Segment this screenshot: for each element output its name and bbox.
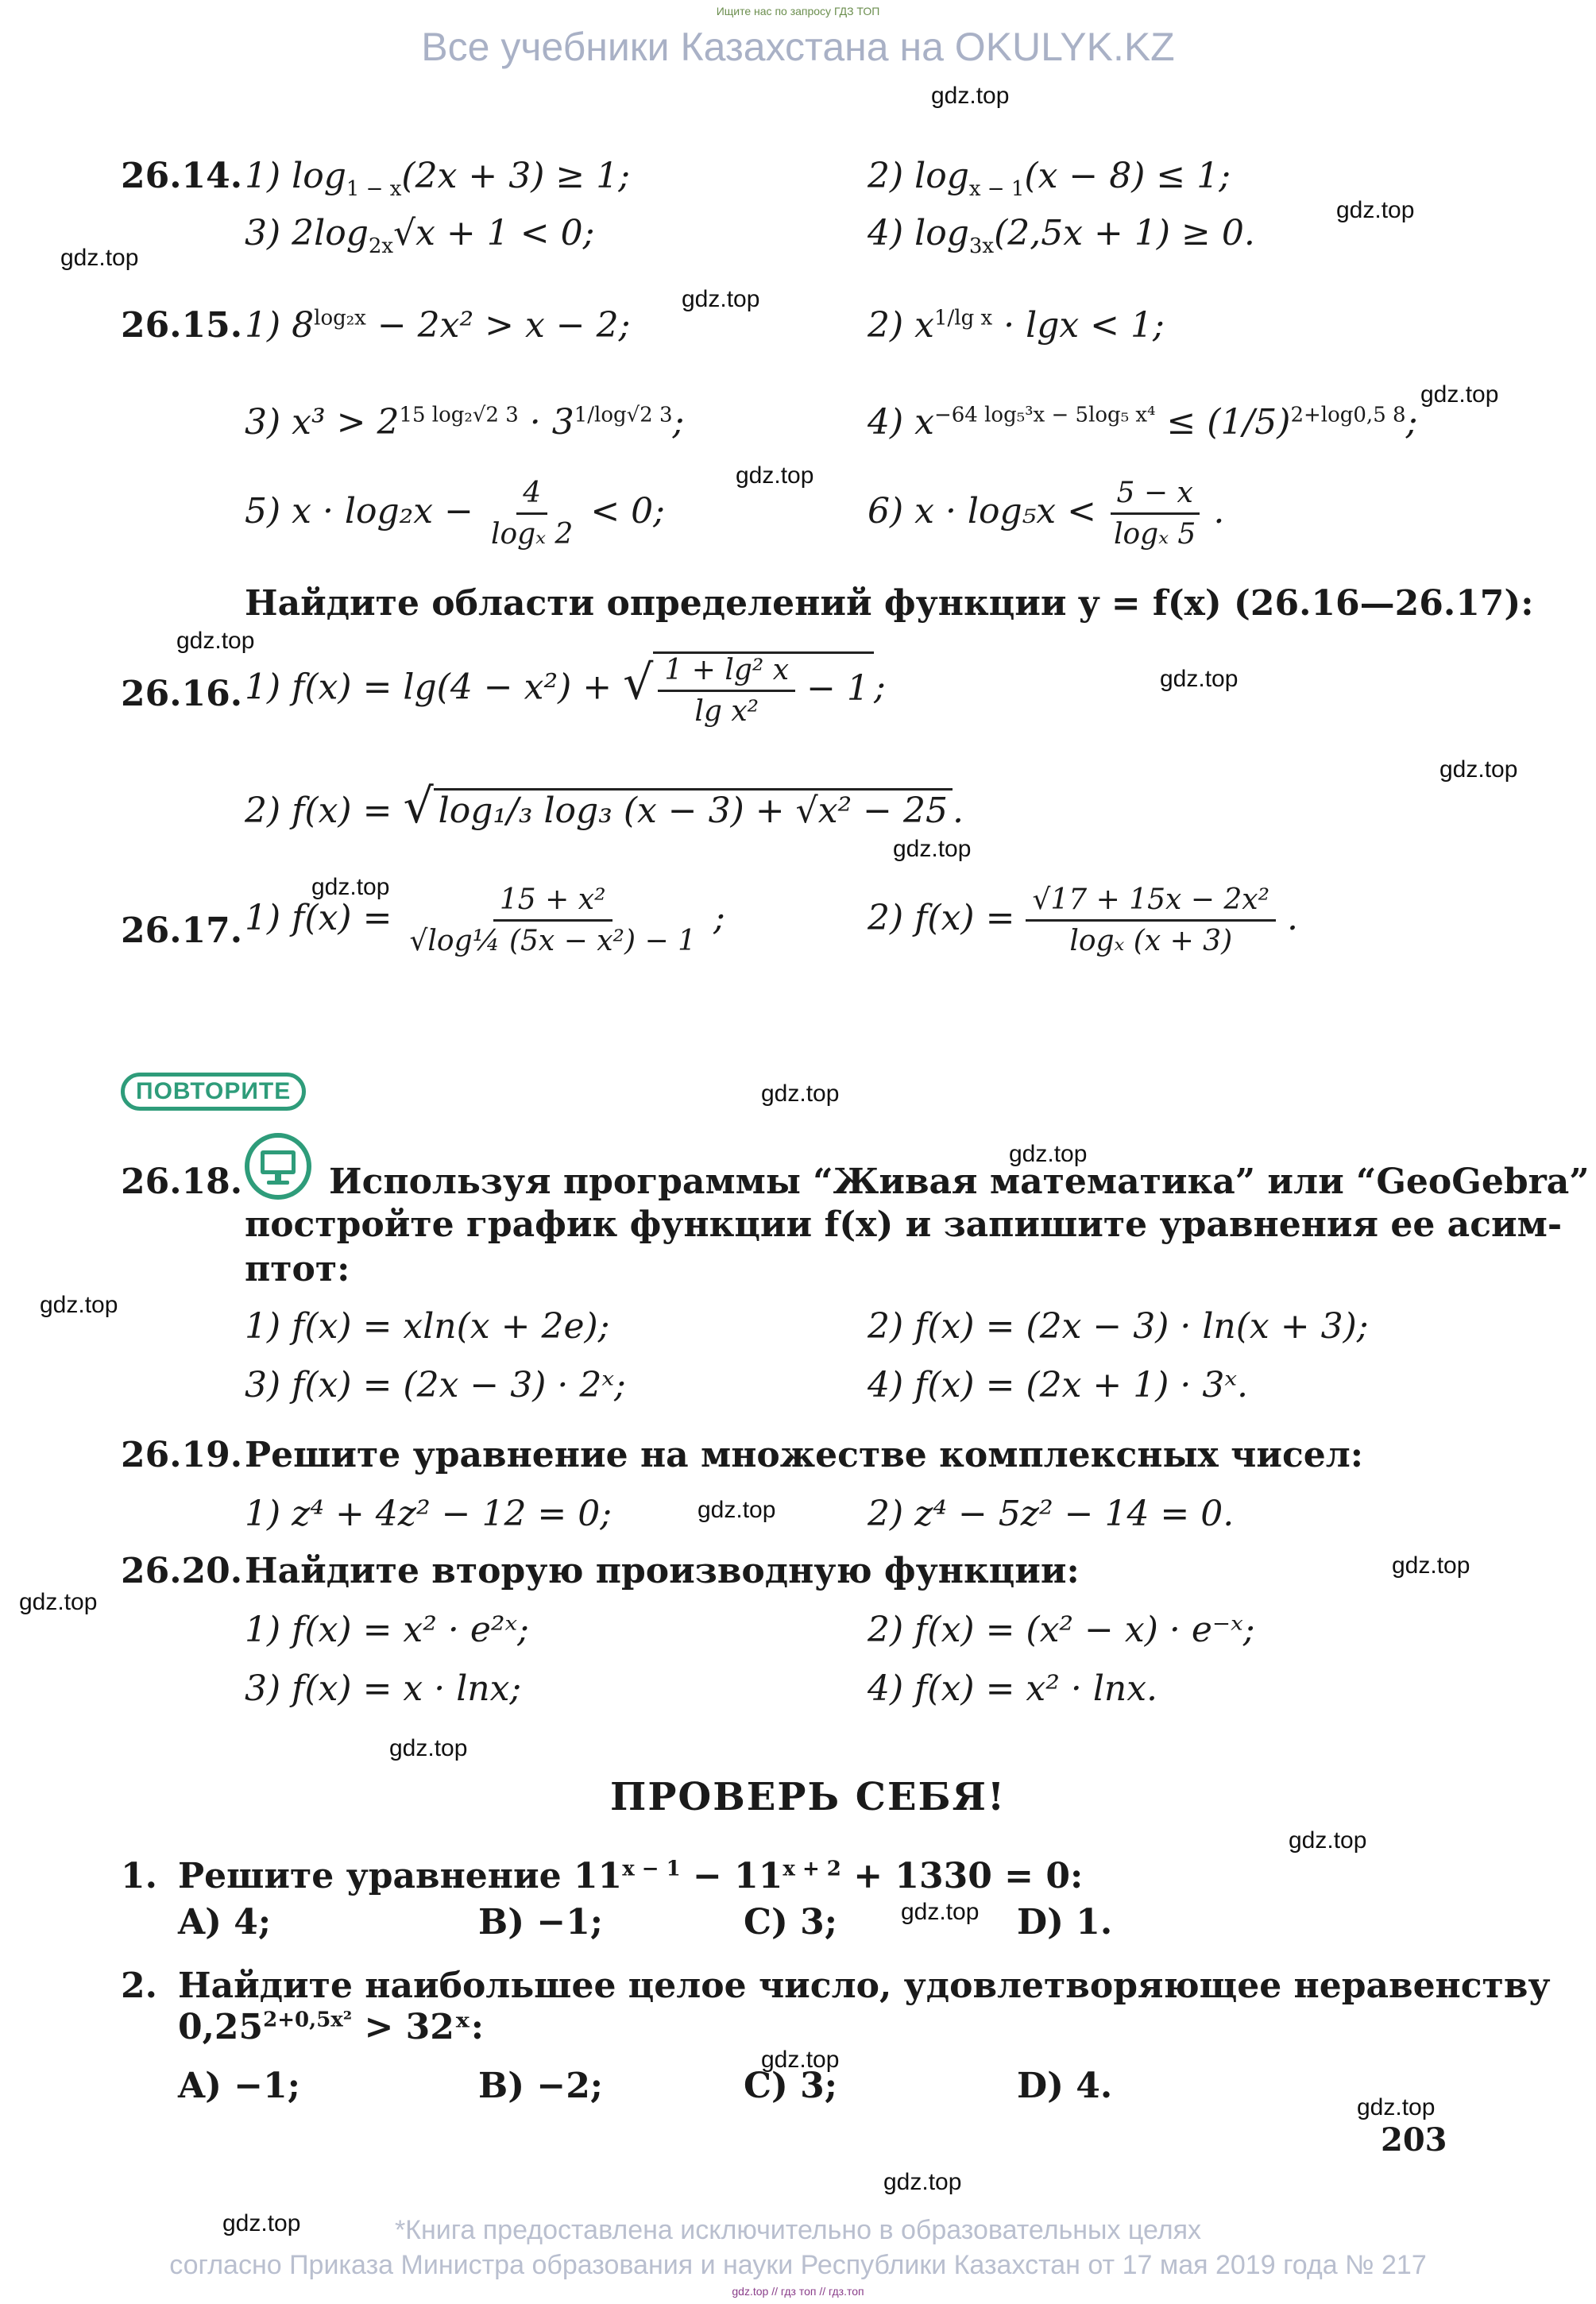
watermark: gdz.top — [60, 245, 139, 271]
watermark: gdz.top — [222, 2210, 301, 2236]
question-number: 1. — [121, 1856, 157, 1896]
problem-item: 3) $2\log_{2x}√x + 1 < 0$; — [245, 213, 595, 258]
problem-item: 4) f(x) = x² · lnx. — [868, 1668, 1158, 1709]
problem-number: 26.17. — [121, 910, 243, 951]
watermark: gdz.top — [1357, 2094, 1436, 2120]
watermark: gdz.top — [761, 2047, 840, 2073]
problem-number: 26.15. — [121, 305, 243, 346]
problem-item: 1) $\log_{1 - x}(2x + 3) \ge 1$; — [245, 156, 631, 201]
watermark: gdz.top — [901, 1899, 980, 1925]
problem-text: Решите уравнение на множестве комплексных чисел: — [245, 1435, 1363, 1475]
watermark: gdz.top — [698, 1497, 776, 1523]
problem-item: 2) z⁴ − 5z² − 14 = 0. — [868, 1494, 1235, 1534]
footer-line: согласно Приказа Министра образования и науки Республики Казахстан от 17 мая 2019 года № 217 — [169, 2250, 1427, 2280]
watermark: gdz.top — [19, 1589, 98, 1615]
question-text: $0,25^{2+0,5x^2}$ > 32ˣ: — [178, 2007, 485, 2047]
problem-number: 26.16. — [121, 674, 243, 714]
watermark: gdz.top — [893, 836, 972, 862]
problem-text: постройте график функции f(x) и запишите уравнения ее асим- — [245, 1204, 1563, 1245]
answer-option[interactable]: B) −2; — [478, 2066, 604, 2106]
watermark: gdz.top — [682, 286, 760, 312]
top-note: Ищите нас по запросу ГДЗ ТОП — [716, 5, 880, 17]
repeat-badge: ПОВТОРИТЕ — [121, 1073, 306, 1111]
problem-item: 2) f(x) = √ log₁/₃ log₃ (x − 3) + √x² − 25 . — [245, 779, 964, 834]
problem-item: 1) f(x) = xln(x + 2e); — [245, 1306, 610, 1347]
problem-item: 5) x · log₂x − $\frac{4}{\text{logₓ 2}}$ < 0; — [245, 477, 665, 551]
watermark: gdz.top — [1336, 197, 1415, 223]
footer-links[interactable]: gdz.top // гдз топ // гдз.топ — [732, 2285, 864, 2298]
watermark: gdz.top — [389, 1735, 468, 1761]
computer-icon — [245, 1133, 311, 1200]
watermark: gdz.top — [1009, 1141, 1088, 1167]
problem-item: 2) $x^{1/lg x} \cdot \lg x < 1$; — [868, 305, 1165, 346]
footer-line: *Книга предоставлена исключительно в образовательных целях — [394, 2215, 1202, 2245]
problem-number: 26.18. — [121, 1162, 243, 1202]
answer-option[interactable]: A) −1; — [178, 2066, 300, 2106]
answer-option[interactable]: C) 3; — [744, 2066, 838, 2106]
watermark: gdz.top — [1439, 756, 1518, 783]
watermark: gdz.top — [1160, 666, 1239, 692]
problem-item: 2) $\log_{x - 1}(x - 8) \le 1$; — [868, 156, 1231, 201]
watermark: gdz.top — [736, 462, 814, 489]
problem-text: птот: — [245, 1249, 350, 1289]
problem-item: 2) f(x) = (x² − x) · e⁻ˣ; — [868, 1610, 1255, 1650]
watermark: gdz.top — [1420, 381, 1499, 408]
problem-item: 2) f(x) = (2x − 3) · ln(x + 3); — [868, 1306, 1369, 1347]
problem-item: 1) $8^{log_2x} - 2x^2 > x - 2$; — [245, 305, 631, 346]
problem-item: 4) f(x) = (2x + 1) · 3ˣ. — [868, 1365, 1248, 1405]
problem-item: 1) f(x) = lg(4 − x²) + √ $\frac{\text{1 + lg² x}}{\text{lg x²}}$ − 1 ; — [245, 651, 886, 728]
problem-text: Найдите вторую производную функции: — [245, 1551, 1080, 1591]
problem-number: 26.20. — [121, 1551, 243, 1591]
watermark: gdz.top — [1289, 1827, 1367, 1854]
question-number: 2. — [121, 1966, 157, 2006]
section-instruction: Найдите области определений функции y = f(x) (26.16—26.17): — [245, 583, 1534, 624]
section-heading: ПРОВЕРЬ СЕБЯ! — [610, 1775, 1007, 1819]
problem-item: 1) f(x) = x² · e²ˣ; — [245, 1610, 529, 1650]
question-text: Найдите наибольшее целое число, удовлетворяющее неравенству — [178, 1966, 1551, 2006]
watermark: gdz.top — [931, 83, 1010, 109]
page-number: 203 — [1381, 2121, 1447, 2159]
problem-item: 4) $\log_{3x}(2,5x + 1) \ge 0$. — [868, 213, 1255, 258]
problem-number: 26.14. — [121, 156, 243, 196]
answer-option[interactable]: D) 4. — [1017, 2066, 1113, 2106]
problem-item: 2) f(x) = $\frac{\text{√17 + 15x − 2x²}}{\text{logₓ (x + 3)}}$ . — [868, 883, 1299, 957]
watermark: gdz.top — [176, 628, 255, 654]
watermark: gdz.top — [40, 1292, 118, 1318]
answer-option[interactable]: D) 1. — [1017, 1902, 1113, 1943]
problem-number: 26.19. — [121, 1435, 243, 1475]
problem-text: Используя программы “Живая математика” или “GeoGebra” — [329, 1162, 1590, 1202]
problem-item: 3) f(x) = (2x − 3) · 2ˣ; — [245, 1365, 626, 1405]
problem-item: 4) $x^{-64 log_5^3x - 5log_5 x^4} \le (1/5)^{2+log0,5 8}$; — [868, 402, 1418, 443]
problem-item: 3) f(x) = x · lnx; — [245, 1668, 522, 1709]
problem-item: 6) x · log₅x < $\frac{5 - x}{\text{logₓ 5}}$ . — [868, 477, 1225, 551]
watermark: gdz.top — [311, 874, 390, 900]
answer-option[interactable]: C) 3; — [744, 1902, 838, 1943]
answer-option[interactable]: B) −1; — [478, 1902, 604, 1943]
problem-item: 1) f(x) = $\frac{\text{15 + x²}}{\text{√log¼ (5x − x²) − 1}}$ ; — [245, 883, 725, 957]
watermark: gdz.top — [1392, 1552, 1470, 1579]
answer-option[interactable]: A) 4; — [178, 1902, 272, 1943]
site-title[interactable]: Все учебники Казахстана на OKULYK.KZ — [421, 25, 1175, 69]
question-text: Решите уравнение $11^{x - 1} - 11^{x + 2} + 1330 = 0$: — [178, 1856, 1084, 1896]
problem-item: 3) $x^3 > 2^{15 log_2√2 3} \cdot 3^{1/log√2 3}$; — [245, 402, 685, 443]
watermark: gdz.top — [761, 1080, 840, 1107]
watermark: gdz.top — [883, 2169, 962, 2195]
problem-item: 1) z⁴ + 4z² − 12 = 0; — [245, 1494, 613, 1534]
